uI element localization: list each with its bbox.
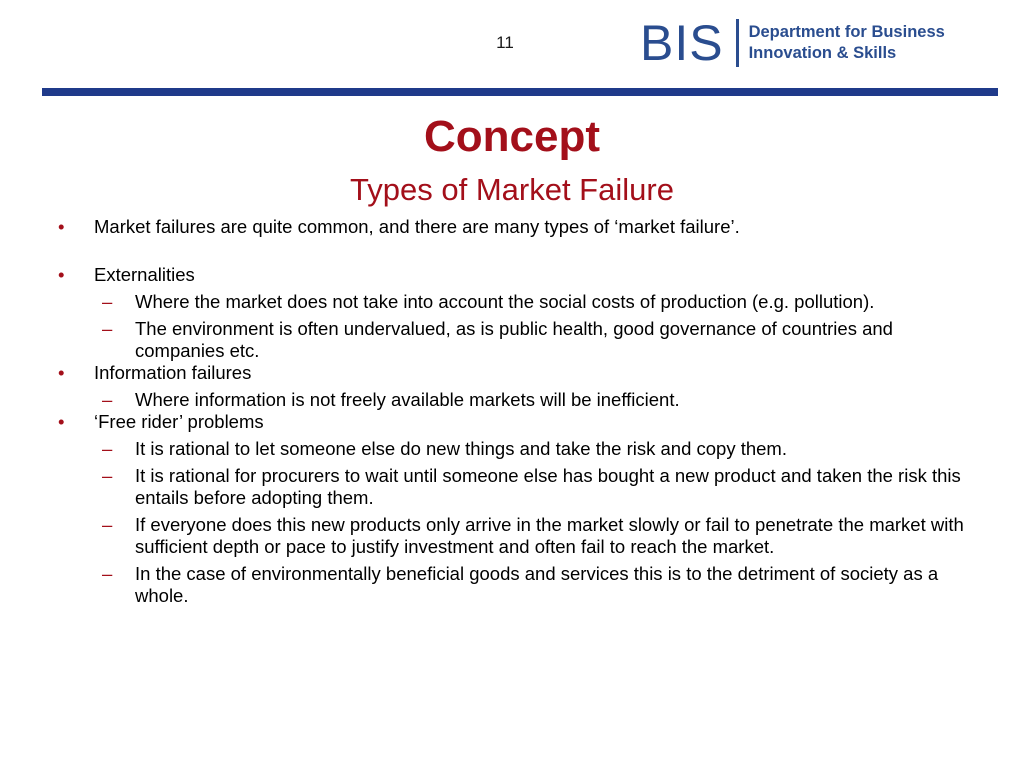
bullet-item (56, 216, 986, 238)
sub-bullet-marker: – (102, 291, 113, 312)
bullet-marker: • (58, 362, 65, 383)
slide-subtitle: Types of Market Failure (350, 172, 674, 207)
logo-text (749, 22, 945, 64)
sub-bullet-text: If everyone does this new products only arrive in the market slowly or fail to penetrate the market with sufficient depth or pace to justify investment and often fail to reach the market. (135, 514, 964, 557)
logo-line-1: Department for Business (748, 23, 945, 41)
sub-bullet-item (102, 465, 986, 509)
bullet-text: Market failures are quite common, and there are many types of ‘market failure’. (94, 216, 740, 237)
sub-bullet-text: Where the market does not take into account the social costs of production (e.g. pollution). (135, 291, 875, 312)
sub-bullet-item (102, 514, 986, 558)
logo-mark: BIS (640, 15, 724, 71)
sub-bullet-item (102, 291, 986, 313)
bullet-item (56, 264, 986, 286)
sub-bullet-item (102, 563, 986, 607)
bis-logo (640, 16, 945, 70)
bullet-marker: • (58, 216, 65, 237)
sub-bullet-marker: – (102, 318, 113, 339)
bullet-list (56, 216, 986, 607)
slide-title: Concept (424, 112, 600, 161)
sub-bullet-item (102, 318, 986, 362)
logo-line-2: Innovation & Skills (748, 44, 897, 62)
page-number: 11 (496, 33, 514, 52)
sub-bullet-marker: – (102, 465, 113, 486)
bullet-marker: • (58, 264, 65, 285)
sub-bullet-text: In the case of environmentally beneficial goods and services this is to the detriment of society as a whole. (135, 563, 939, 606)
bullet-item (56, 411, 986, 433)
sub-bullet-text: Where information is not freely available markets will be inefficient. (135, 389, 680, 410)
sub-bullet-item (102, 389, 986, 411)
sub-bullet-text: The environment is often undervalued, as is public health, good governance of countries and companies etc. (135, 318, 893, 361)
bullet-text: Information failures (94, 362, 252, 383)
header-rule (42, 88, 998, 96)
sub-bullet-text: It is rational to let someone else do new things and take the risk and copy them. (135, 438, 787, 459)
bullet-marker: • (58, 411, 65, 432)
sub-bullet-marker: – (102, 514, 113, 535)
bullet-text: ‘Free rider’ problems (94, 411, 264, 432)
sub-bullet-text: It is rational for procurers to wait until someone else has bought a new product and taken the risk this entails before adopting them. (135, 465, 961, 508)
sub-bullet-marker: – (102, 563, 113, 584)
sub-bullet-marker: – (102, 389, 113, 410)
bullet-text: Externalities (94, 264, 195, 285)
bullet-item (56, 362, 986, 384)
sub-bullet-marker: – (102, 438, 113, 459)
sub-bullet-item (102, 438, 986, 460)
logo-divider (736, 19, 739, 67)
